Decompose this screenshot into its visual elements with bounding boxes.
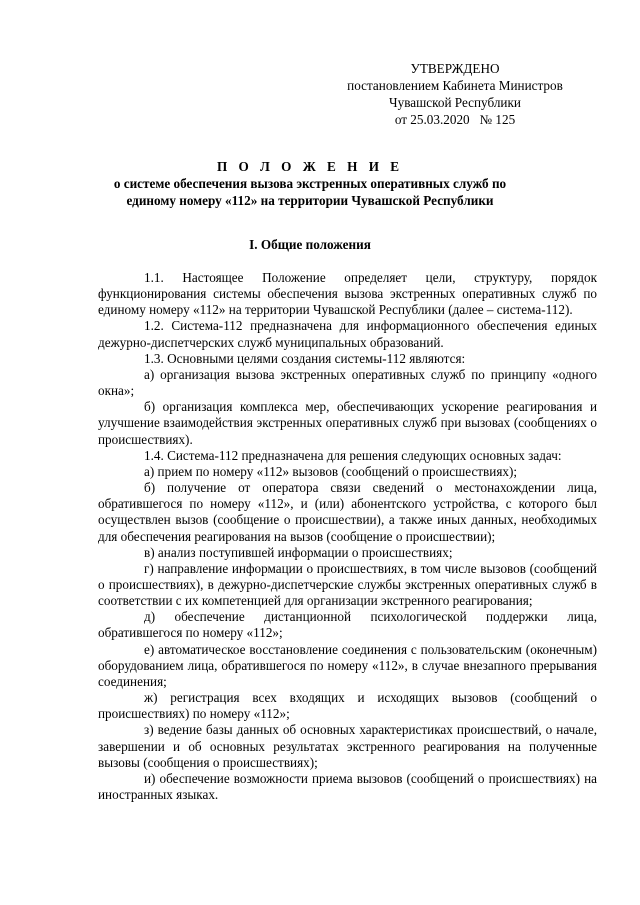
paragraph-1-4-v: в) анализ поступившей информации о происшествиях;	[144, 544, 453, 560]
paragraph-1-4-g: г) направление информации о происшествиях, в том числе вызовов (сообщений о происшествиях), в дежурно-диспетчерские службы экстренных оперативных служб в соответствии с их компетенцией для организации экстренного реагирования;	[98, 560, 597, 609]
paragraph-1-4-z: з) ведение базы данных об основных характеристиках происшествий, о начале, завершении и об основных результатах экстренного реагирования на полученные вызовы (сообщения о происшествиях);	[98, 722, 597, 770]
document-body	[98, 270, 597, 803]
approval-stamp	[340, 60, 570, 128]
paragraph-1-2: 1.2. Система-112 предназначена для информационного обеспечения единых дежурно-диспетчерских служб муниципальных образований.	[98, 318, 597, 350]
paragraph-1-3-a: а) организация вызова экстренных оперативных служб по принципу «одного окна»;	[98, 366, 597, 399]
paragraph-1-4-b: б) получение от оператора связи сведений о местонахождении лица, обратившегося по номеру «112», и (или) абонентского устройства, с которого был осуществлен вызов (сообщение о происшествии), а также иных данных, необходимых для обеспечения реагирования на вызов (сообщение о происшествии);	[98, 480, 597, 544]
approval-heading: УТВЕРЖДЕНО	[410, 61, 500, 76]
approval-resolution: постановлением Кабинета Министров	[347, 78, 563, 93]
paragraph-1-4-i: и) обеспечение возможности приема вызовов (сообщений о происшествиях) на иностранных языках.	[98, 770, 597, 802]
paragraph-1-4-a: а) прием по номеру «112» вызовов (сообщений о происшествиях);	[144, 463, 518, 479]
paragraph-1-3: 1.3. Основными целями создания системы-112 являются:	[144, 350, 466, 366]
document-title	[100, 158, 520, 209]
paragraph-1-3-b: б) организация комплекса мер, обеспечивающих ускорение реагирования и улучшение взаимодействия экстренных оперативных служб при вызовах (сообщениях о происшествиях).	[98, 399, 597, 447]
paragraph-1-4-d: д) обеспечение дистанционной психологической поддержки лица, обратившегося по номеру «112»;	[98, 609, 597, 641]
approval-republic: Чувашской Республики	[389, 95, 521, 110]
section-heading: I. Общие положения	[249, 237, 371, 252]
approval-date-number: от 25.03.2020 № 125	[394, 112, 516, 127]
paragraph-1-4-e: е) автоматическое восстановление соединения с пользовательским (оконечным) оборудованием лица, обратившегося по номеру «112», в случае внезапного прерывания соединения;	[98, 641, 597, 689]
paragraph-1-4: 1.4. Система-112 предназначена для решения следующих основных задач:	[144, 447, 562, 463]
title-subtitle: о системе обеспечения вызова экстренных оперативных служб по единому номеру «112» на территории Чувашской Республики	[113, 176, 507, 208]
paragraph-1-4-zh: ж) регистрация всех входящих и исходящих вызовов (сообщений о происшествиях) по номеру «112»;	[98, 690, 597, 722]
title-main: П О Л О Ж Е Н И Е	[216, 159, 404, 174]
paragraph-1-1: 1.1. Настоящее Положение определяет цели, структуру, порядок функционирования системы обеспечения вызова экстренных оперативных служб по единому номеру «112» на территории Чувашской Республики (далее – система-112).	[98, 270, 597, 318]
